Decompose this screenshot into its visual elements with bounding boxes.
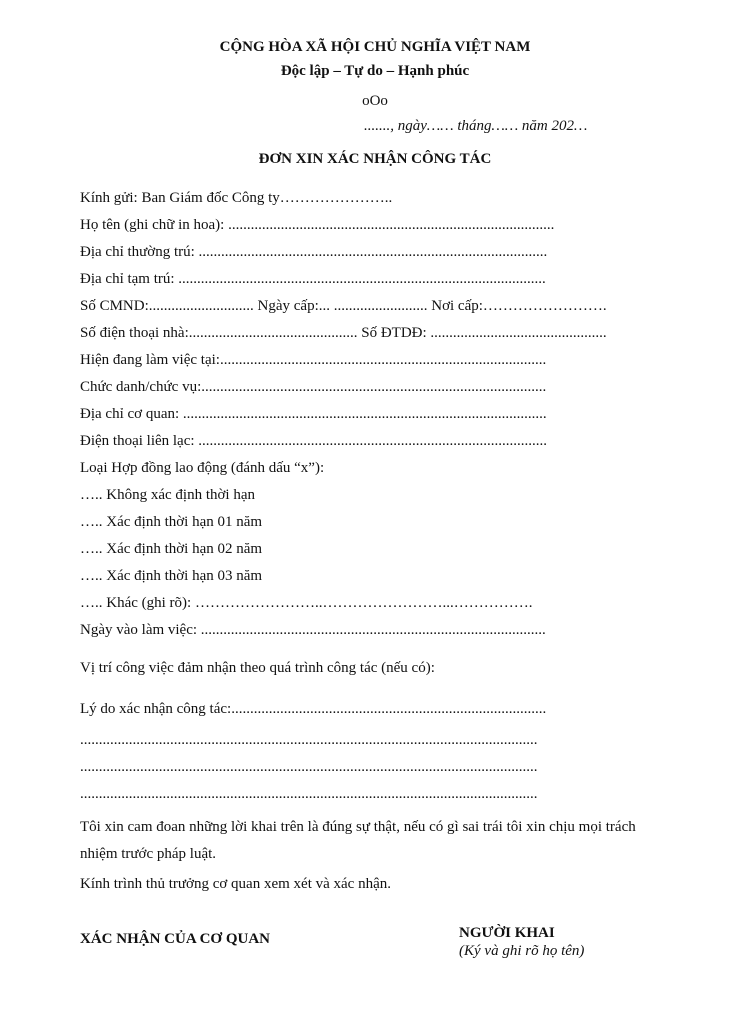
recipient-line: Kính gửi: Ban Giám đốc Công ty………………….. xyxy=(80,190,393,206)
date-line: ......., ngày…… tháng…… năm 202… xyxy=(364,118,588,134)
contract-option: ….. Khác (ghi rõ): ……………………..……………………...……………. xyxy=(80,595,533,611)
country-title: CỘNG HÒA XÃ HỘI CHỦ NGHĨA VIỆT NAM xyxy=(219,39,531,55)
declarant-note: (Ký và ghi rõ họ tên) xyxy=(459,943,585,959)
permanent-address-field: Địa chỉ thường trú: ............................................................................................. xyxy=(80,244,548,260)
separator: oOo xyxy=(362,93,388,109)
id-card-field: Số CMND:............................ Ngày cấp:... ......................... Nơi cấp:……………………. xyxy=(80,298,607,314)
office-address-field: Địa chỉ cơ quan: ................................................................................................. xyxy=(80,406,547,422)
full-name-field: Họ tên (ghi chữ in hoa): ....................................................................................... xyxy=(80,217,555,233)
position-field: Chức danh/chức vụ:............................................................................................ xyxy=(80,379,547,395)
declarant-label: NGƯỜI KHAI xyxy=(459,925,555,941)
reason-field: Lý do xác nhận công tác:.................................................................................... xyxy=(80,701,547,717)
contact-phone-field: Điện thoại liên lạc: ............................................................................................. xyxy=(80,433,548,449)
request-text: Kính trình thủ trưởng cơ quan xem xét và xác nhận. xyxy=(80,876,392,892)
form-title: ĐƠN XIN XÁC NHẬN CÔNG TÁC xyxy=(258,151,492,167)
contract-option: ….. Không xác định thời hạn xyxy=(80,487,255,503)
reason-line: .......................................................................................................................... xyxy=(80,732,538,748)
reason-line: .......................................................................................................................... xyxy=(80,759,538,775)
phone-field: Số điện thoại nhà:............................................. Số ĐTDĐ: ............................................... xyxy=(80,325,607,341)
workplace-field: Hiện đang làm việc tại:....................................................................................... xyxy=(80,352,547,368)
agency-confirmation-label: XÁC NHẬN CỦA CƠ QUAN xyxy=(80,931,270,947)
contract-option: ….. Xác định thời hạn 03 năm xyxy=(80,568,263,584)
motto: Độc lập – Tự do – Hạnh phúc xyxy=(280,63,470,79)
contract-option: ….. Xác định thời hạn 02 năm xyxy=(80,541,263,557)
job-positions-label: Vị trí công việc đảm nhận theo quá trình công tác (nếu có): xyxy=(80,660,435,676)
contract-type-label: Loại Hợp đồng lao động (đánh dấu “x”): xyxy=(80,460,325,476)
contract-option: ….. Xác định thời hạn 01 năm xyxy=(80,514,263,530)
declaration-text: Tôi xin cam đoan những lời khai trên là đúng sự thật, nếu có gì sai trái tôi xin chịu mọi trách xyxy=(80,819,636,835)
start-date-field: Ngày vào làm việc: ............................................................................................ xyxy=(80,622,546,638)
temporary-address-field: Địa chỉ tạm trú: .................................................................................................. xyxy=(80,271,546,287)
declaration-text: nhiệm trước pháp luật. xyxy=(80,846,217,862)
reason-line: .......................................................................................................................... xyxy=(80,786,538,802)
